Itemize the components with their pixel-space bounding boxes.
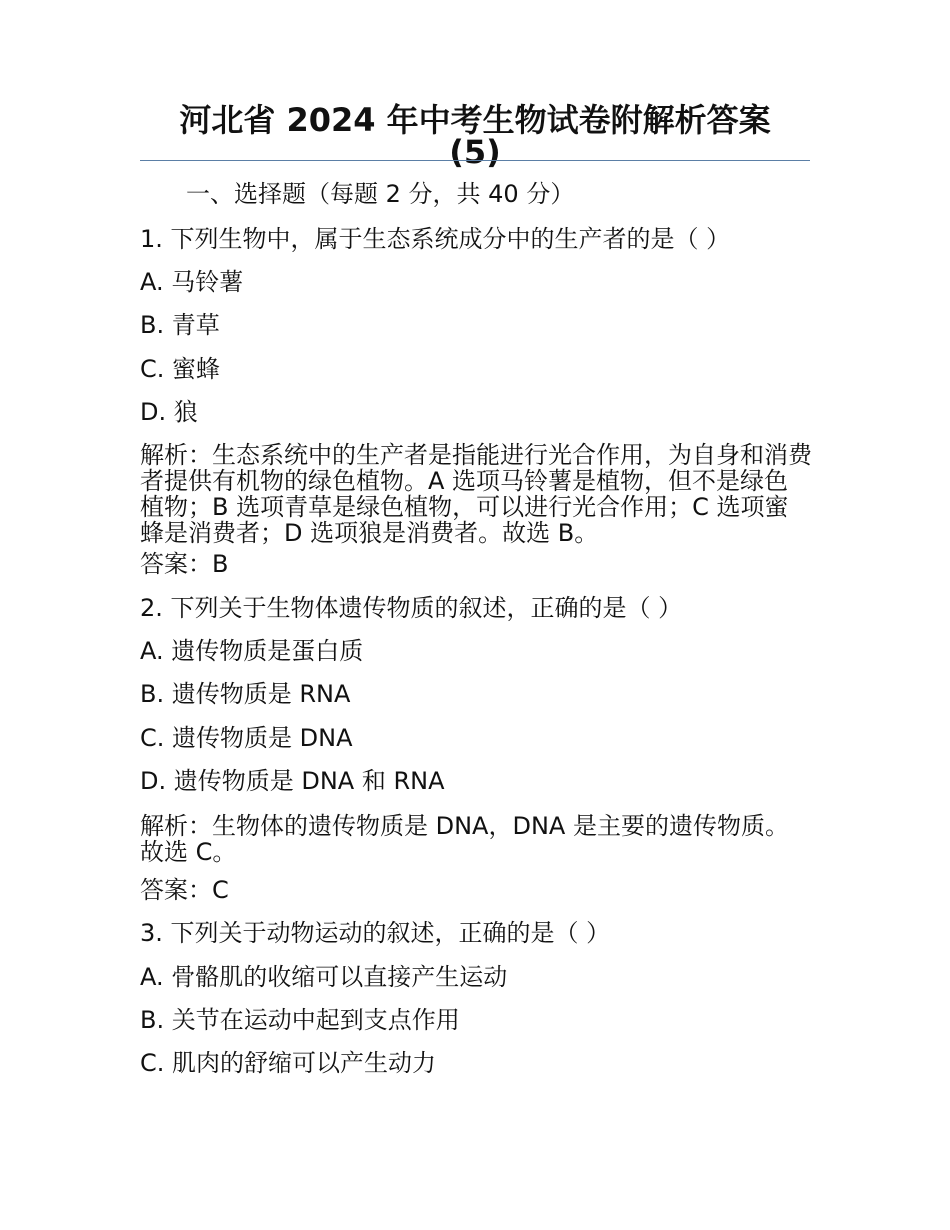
section-heading: 一、选择题（每题 2 分，共 40 分） [186, 180, 575, 208]
question-3-option-a: A. 骨骼肌的收缩可以直接产生运动 [140, 963, 508, 991]
question-3-option-b: B. 关节在运动中起到支点作用 [140, 1006, 460, 1034]
question-1-option-c: C. 蜜蜂 [140, 355, 221, 383]
document-title [140, 101, 810, 171]
question-2-option-c: C. 遗传物质是 DNA [140, 724, 353, 752]
question-3-option-c: C. 肌肉的舒缩可以产生动力 [140, 1049, 437, 1077]
title-divider [140, 160, 810, 161]
question-1-option-b: B. 青草 [140, 311, 220, 339]
question-1-option-a: A. 马铃薯 [140, 268, 244, 296]
question-2-stem: 2. 下列关于生物体遗传物质的叙述，正确的是（ ） [140, 594, 683, 622]
question-3-stem: 3. 下列关于动物运动的叙述，正确的是（ ） [140, 919, 611, 947]
question-1-stem: 1. 下列生物中，属于生态系统成分中的生产者的是（ ） [140, 225, 731, 253]
question-1-option-d: D. 狼 [140, 398, 198, 426]
question-2-option-d: D. 遗传物质是 DNA 和 RNA [140, 767, 445, 795]
question-2-analysis: 解析：生物体的遗传物质是 DNA，DNA 是主要的遗传物质。故选 C。 [140, 812, 789, 866]
question-2-option-a: A. 遗传物质是蛋白质 [140, 637, 364, 665]
question-2-option-b: B. 遗传物质是 RNA [140, 680, 351, 708]
question-2-answer: 答案：C [140, 876, 229, 904]
title-line-1: 河北省 2024 年中考生物试卷附解析答案 [179, 101, 771, 139]
question-1-analysis: 解析：生态系统中的生产者是指能进行光合作用，为自身和消费者提供有机物的绿色植物。A 选项马铃薯是植物，但不是绿色植物；B 选项青草是绿色植物，可以进行光合作用；C 选项蜜蜂是消费者；D 选项狼是消费者。故选 B。 [140, 441, 812, 547]
title-line-2: (5) [449, 133, 501, 171]
question-1-answer: 答案：B [140, 550, 229, 578]
